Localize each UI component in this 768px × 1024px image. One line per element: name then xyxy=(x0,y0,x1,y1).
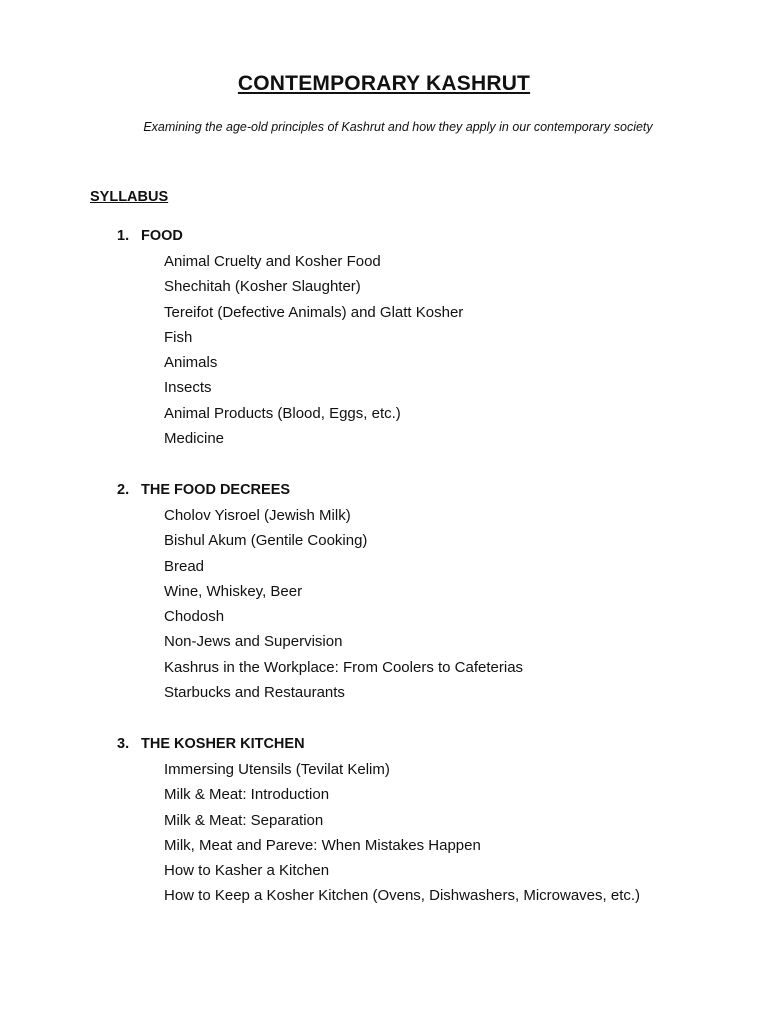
topic-item: Kashrus in the Workplace: From Coolers to Cafeterias xyxy=(164,658,524,676)
topic-item: Immersing Utensils (Tevilat Kelim) xyxy=(164,761,390,778)
section-heading xyxy=(117,478,523,503)
topic-item: Milk & Meat: Separation xyxy=(164,811,324,829)
section-title: THE FOOD DECREES xyxy=(141,482,291,498)
topic-list xyxy=(117,249,463,451)
topic-item: Bread xyxy=(164,557,205,575)
section-title: THE KOSHER KITCHEN xyxy=(141,736,305,752)
topic-item: Wine, Whiskey, Beer xyxy=(164,582,303,600)
topic-item: Animal Cruelty and Kosher Food xyxy=(164,253,381,270)
topic-item: Insects xyxy=(164,379,212,397)
topic-item: How to Keep a Kosher Kitchen (Ovens, Dishwashers, Microwaves, etc.) xyxy=(164,887,641,905)
section-heading xyxy=(117,224,463,249)
topic-item: Starbucks and Restaurants xyxy=(164,684,345,702)
topic-item: Medicine xyxy=(164,430,225,448)
topic-item: Milk, Meat and Pareve: When Mistakes Happen xyxy=(164,836,481,854)
syllabus-section-kosher-kitchen xyxy=(117,732,640,909)
topic-item: Animals xyxy=(164,354,218,372)
syllabus-heading: SYLLABUS xyxy=(90,189,169,205)
topic-item: Milk & Meat: Introduction xyxy=(164,786,330,804)
section-number: 3. xyxy=(117,736,130,752)
topic-item: Fish xyxy=(164,328,193,346)
syllabus-section-food xyxy=(117,224,463,451)
topic-item: How to Kasher a Kitchen xyxy=(164,862,330,880)
topic-item: Shechitah (Kosher Slaughter) xyxy=(164,278,361,296)
section-title: FOOD xyxy=(141,228,183,244)
topic-item: Animal Products (Blood, Eggs, etc.) xyxy=(164,404,401,422)
topic-item: Tereifot (Defective Animals) and Glatt Kosher xyxy=(164,303,464,321)
topic-list xyxy=(117,503,523,705)
document-subtitle: Examining the age-old principles of Kashrut and how they apply in our contemporary society xyxy=(143,120,653,134)
section-number: 1. xyxy=(117,228,130,244)
topic-item: Bishul Akum (Gentile Cooking) xyxy=(164,532,368,550)
topic-item: Chodosh xyxy=(164,608,225,626)
syllabus-section-food-decrees xyxy=(117,478,523,705)
topic-item: Non-Jews and Supervision xyxy=(164,633,343,651)
topic-list xyxy=(117,757,640,909)
document-title: CONTEMPORARY KASHRUT xyxy=(237,72,531,95)
topic-item: Cholov Yisroel (Jewish Milk) xyxy=(164,507,351,524)
section-number: 2. xyxy=(117,482,130,498)
section-heading xyxy=(117,732,640,757)
